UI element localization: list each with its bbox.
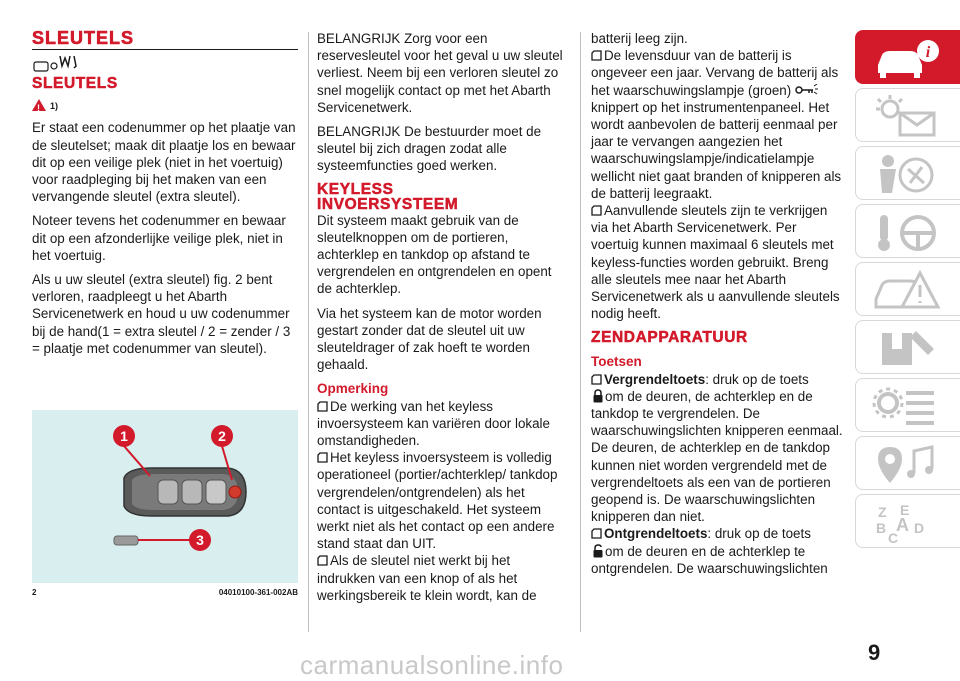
- warning-reference: 1): [50, 101, 59, 112]
- tab-index[interactable]: [855, 494, 960, 548]
- svg-text:Z: Z: [878, 504, 887, 520]
- paragraph: Als u uw sleutel (extra sleutel) fig. 2 bent verloren, raadpleegt u het Abarth Servicenetwerk en houd u uw codenummer bij de hand(1 = extra sleutel / 2 = zender / 3 = plaatje met codenummer van sleutel).: [32, 272, 291, 356]
- tab-car-info[interactable]: [855, 30, 960, 84]
- key-icon: [32, 54, 298, 76]
- safety-icon: [872, 153, 942, 195]
- subsection-title: SLEUTELS: [32, 75, 118, 93]
- warning-icon: [32, 99, 46, 111]
- figure-code: 04010100-361-002AB: [218, 588, 298, 597]
- paragraph: BELANGRIJK De bestuurder moet de sleutel bij zich dragen zodat alle systeemfuncties goed werken.: [317, 124, 542, 174]
- note-item: Het keyless invoersysteem is volledig operationeel (portier/achterklep/ tankdop vergrendelen/ontgrendelen) als het contact is uitgeschakeld. Het systeem werkt niet als het contact op een andere stand staat dan UIT.: [317, 450, 558, 552]
- note-icon: [591, 205, 602, 216]
- callout-1: [113, 425, 135, 447]
- paragraph: Noteer tevens het codenummer en bewaar dit op een afzonderlijke veilige plek, niet in het voertuig.: [32, 213, 286, 263]
- column-1: [32, 30, 298, 364]
- paragraph: Dit systeem maakt gebruik van de sleutelknoppen om de portieren, achterklep en tankdop op afstand te vergrendelen en ontgrendelen en opent de achterklep.: [317, 212, 552, 297]
- technical-data-icon: [872, 385, 942, 427]
- transmitter-heading: ZENDAPPARATUUR: [591, 329, 748, 347]
- unlock-icon: [593, 544, 603, 558]
- unlock-button-description: Ontgrendeltoets: druk op de toets om de deuren en de achterklep te ontgrendelen. De waarschuwingslichten: [591, 526, 828, 576]
- index-icon: [872, 501, 942, 543]
- emergency-icon: [872, 269, 942, 311]
- paragraph: BELANGRIJK Zorg voor een reservesleutel voor het geval u uw sleutel verliest. Neem bij een verloren sleutel zo snel mogelijk contact op met het Abarth Servicenetwerk.: [317, 31, 563, 115]
- multimedia-icon: [872, 443, 942, 485]
- note-item: Als de sleutel niet werkt bij het indrukken van een knop of als het werkingsbereik te klein wordt, kan de: [317, 553, 537, 603]
- tab-starting-driving[interactable]: [855, 204, 960, 258]
- tab-dashboard-lights[interactable]: [855, 88, 960, 142]
- svg-text:A: A: [896, 515, 909, 535]
- tab-technical-data[interactable]: [855, 378, 960, 432]
- svg-text:2: 2: [218, 428, 226, 444]
- tab-multimedia[interactable]: [855, 436, 960, 490]
- note-heading: Opmerking: [317, 381, 389, 397]
- callout-2: [211, 425, 233, 447]
- watermark: carmanualsonline.info: [300, 650, 564, 680]
- paragraph-continued: batterij leeg zijn.: [591, 31, 688, 46]
- tab-safety[interactable]: [855, 146, 960, 200]
- key-warning-light-icon: [795, 84, 819, 96]
- maintenance-icon: [872, 327, 942, 369]
- note-icon: [591, 50, 602, 61]
- keyless-heading: KEYLESS INVOERSYSTEEM: [317, 180, 459, 213]
- svg-text:3: 3: [196, 532, 204, 548]
- lock-icon: [593, 389, 603, 403]
- page-number: 9: [868, 640, 881, 665]
- note-icon: [591, 374, 602, 385]
- figure-number: 2: [32, 588, 37, 597]
- key-figure: [32, 410, 298, 583]
- paragraph: Via het systeem kan de motor worden gestart zonder dat de sleutel uit uw sleuteldrager of zak hoeft te worden gehaald.: [317, 305, 542, 373]
- lock-button-description: Vergrendeltoets: druk op de toets om de deuren, de achterklep en de tankdop te vergrendelen. De waarschuwingslichten knipperen eenmaal. De deuren, de achterklep en de tankdop kunnen niet worden vergrendeld met de vergrendeltoets als een van de portieren geopend is. De waarschuwingslichten knipperen dan niet.: [591, 371, 843, 525]
- svg-text:1: 1: [120, 428, 128, 444]
- paragraph: Er staat een codenummer op het plaatje van de sleutelset; maak dit plaatje los en bewaar dit op een veilige plek (niet in het voertuig) voor raadpleging bij het maken van een vervangende sleutel (extra sleutel).: [32, 120, 296, 205]
- column-3: [591, 30, 843, 577]
- tab-emergency[interactable]: [855, 262, 960, 316]
- column-divider: [580, 32, 581, 632]
- svg-text:E: E: [900, 502, 910, 518]
- column-divider: [308, 32, 309, 632]
- note-icon: [317, 452, 328, 463]
- note-item: Aanvullende sleutels zijn te verkrijgen via het Abarth Servicenetwerk. Per voertuig kunnen maximaal 6 sleutels met keyless-functies worden gebruikt. Breng alle sleutels mee naar het Abarth Servicenetwerk als u aanvullende sleutels nodig heeft.: [591, 203, 840, 322]
- note-item: De levensduur van de batterij is ongeveer een jaar. Vervang de batterij als het waarschuwingslampje (groen) knippert op het instrumentenpaneel. Het wordt aanbevolen de batterij eenmaal per jaar te vervangen aangezien het waarschuwingslampje/indicatielampje wellicht niet gaat branden of knipperen als de batterij leegraakt.: [591, 48, 842, 201]
- tab-maintenance[interactable]: [855, 320, 960, 374]
- dashboard-lights-icon: [872, 95, 942, 137]
- buttons-subheading: Toetsen: [591, 354, 642, 370]
- starting-driving-icon: [872, 211, 942, 253]
- note-item: De werking van het keyless invoersysteem kan variëren door lokale omstandigheden.: [317, 398, 550, 449]
- svg-text:C: C: [888, 530, 899, 543]
- svg-text:i: i: [925, 44, 931, 61]
- note-icon: [317, 555, 328, 566]
- column-2: [317, 30, 567, 604]
- svg-text:D: D: [914, 520, 925, 536]
- svg-text:B: B: [876, 520, 887, 536]
- car-info-icon: [872, 37, 942, 79]
- callout-3: [189, 529, 211, 551]
- note-icon: [591, 528, 602, 539]
- section-title: SLEUTELS: [32, 30, 298, 50]
- note-icon: [317, 401, 328, 412]
